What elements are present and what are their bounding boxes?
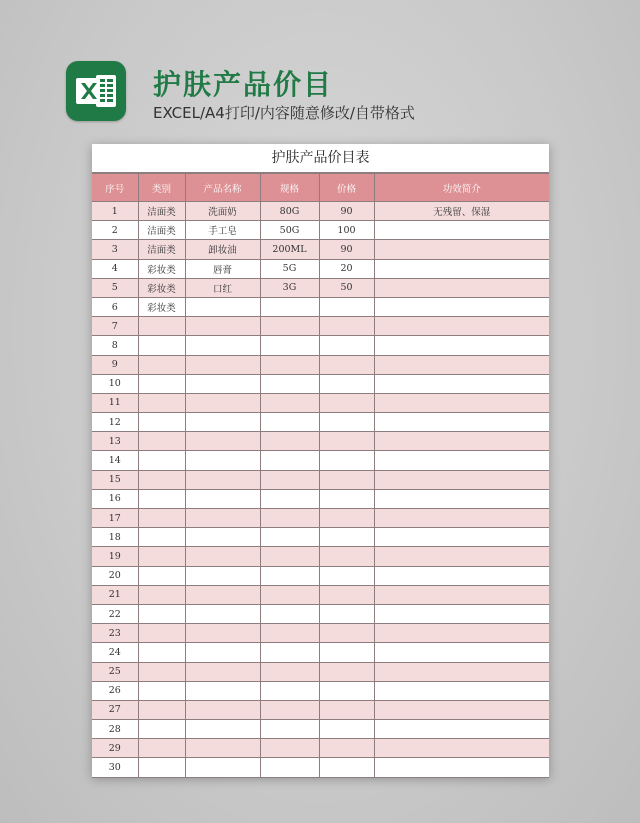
cell-product-name[interactable] [185,643,260,662]
cell-spec[interactable] [260,720,319,739]
cell-efficacy[interactable] [374,240,549,259]
cell-index[interactable]: 30 [92,758,138,777]
cell-efficacy[interactable] [374,317,549,336]
cell-spec[interactable]: 5G [260,259,319,278]
cell-spec[interactable]: 200ML [260,240,319,259]
cell-efficacy[interactable] [374,489,549,508]
cell-index[interactable]: 11 [92,393,138,412]
sheet-title: 护肤产品价目表 [92,144,549,173]
cell-efficacy[interactable] [374,374,549,393]
cell-price[interactable] [319,451,374,470]
cell-price[interactable] [319,509,374,528]
cell-spec[interactable] [260,297,319,316]
cell-product-name[interactable]: 口红 [185,278,260,297]
cell-index[interactable]: 22 [92,604,138,623]
cell-spec[interactable] [260,393,319,412]
cell-efficacy[interactable] [374,528,549,547]
cell-efficacy[interactable] [374,259,549,278]
cell-price[interactable]: 90 [319,202,374,221]
cell-efficacy[interactable] [374,470,549,489]
table-row [92,278,549,297]
table-row [92,758,549,777]
table-row [92,509,549,528]
table-row [92,470,549,489]
cell-index[interactable]: 10 [92,374,138,393]
table-row [92,202,549,221]
cell-efficacy[interactable] [374,297,549,316]
cell-product-name[interactable] [185,585,260,604]
cell-efficacy[interactable] [374,547,549,566]
cell-product-name[interactable] [185,681,260,700]
cell-product-name[interactable] [185,758,260,777]
cell-product-name[interactable] [185,297,260,316]
cell-product-name[interactable] [185,528,260,547]
cell-efficacy[interactable] [374,413,549,432]
cell-product-name[interactable] [185,374,260,393]
table-row [92,720,549,739]
cell-index[interactable]: 24 [92,643,138,662]
cell-category[interactable]: 洁面类 [138,221,185,240]
cell-index[interactable]: 13 [92,432,138,451]
cell-price[interactable] [319,547,374,566]
cell-price[interactable]: 50 [319,278,374,297]
cell-efficacy[interactable] [374,278,549,297]
cell-category[interactable] [138,432,185,451]
page-subtitle: EXCEL/A4打印/内容随意修改/自带格式 [153,104,415,122]
cell-efficacy[interactable] [374,509,549,528]
cell-product-name[interactable] [185,566,260,585]
cell-index[interactable]: 29 [92,739,138,758]
cell-spec[interactable] [260,585,319,604]
column-header-efficacy: 功效简介 [374,174,549,202]
cell-price[interactable]: 100 [319,221,374,240]
cell-efficacy[interactable] [374,336,549,355]
cell-index[interactable]: 15 [92,470,138,489]
table-row [92,221,549,240]
cell-index[interactable]: 16 [92,489,138,508]
cell-category[interactable] [138,585,185,604]
table-row [92,317,549,336]
cell-index[interactable]: 1 [92,202,138,221]
cell-price[interactable] [319,528,374,547]
cell-index[interactable]: 27 [92,700,138,719]
cell-spec[interactable] [260,758,319,777]
cell-spec[interactable] [260,470,319,489]
cell-category[interactable] [138,355,185,374]
cell-efficacy[interactable] [374,585,549,604]
cell-spec[interactable] [260,489,319,508]
cell-price[interactable] [319,643,374,662]
cell-index[interactable]: 14 [92,451,138,470]
cell-efficacy[interactable] [374,451,549,470]
cell-category[interactable] [138,470,185,489]
cell-category[interactable] [138,624,185,643]
cell-efficacy[interactable] [374,662,549,681]
table-row [92,336,549,355]
cell-category[interactable] [138,489,185,508]
cell-spec[interactable]: 3G [260,278,319,297]
cell-index[interactable]: 17 [92,509,138,528]
cell-price[interactable] [319,432,374,451]
cell-price[interactable]: 90 [319,240,374,259]
cell-efficacy[interactable] [374,393,549,412]
cell-category[interactable] [138,336,185,355]
table-row [92,451,549,470]
column-header-index: 序号 [92,174,138,202]
cell-efficacy[interactable] [374,221,549,240]
cell-spec[interactable] [260,624,319,643]
cell-category[interactable]: 彩妆类 [138,297,185,316]
column-header-spec: 规格 [260,174,319,202]
excel-icon [66,61,126,121]
cell-category[interactable] [138,739,185,758]
cell-product-name[interactable]: 唇膏 [185,259,260,278]
table-row [92,413,549,432]
cell-product-name[interactable] [185,547,260,566]
cell-category[interactable] [138,566,185,585]
table-row [92,374,549,393]
table-row [92,700,549,719]
table-row [92,528,549,547]
cell-spec[interactable] [260,413,319,432]
cell-spec[interactable] [260,643,319,662]
cell-product-name[interactable] [185,317,260,336]
cell-spec[interactable] [260,317,319,336]
cell-product-name[interactable] [185,355,260,374]
table-row [92,297,549,316]
cell-price[interactable] [319,489,374,508]
cell-category[interactable] [138,528,185,547]
cell-price[interactable] [319,758,374,777]
cell-price[interactable] [319,662,374,681]
cell-product-name[interactable] [185,470,260,489]
cell-efficacy[interactable] [374,681,549,700]
cell-spec[interactable] [260,509,319,528]
table-row [92,432,549,451]
cell-product-name[interactable] [185,509,260,528]
cell-index[interactable]: 19 [92,547,138,566]
cell-efficacy[interactable] [374,700,549,719]
cell-price[interactable] [319,700,374,719]
cell-spec[interactable]: 80G [260,202,319,221]
cell-category[interactable] [138,547,185,566]
cell-category[interactable] [138,413,185,432]
cell-spec[interactable] [260,547,319,566]
cell-spec[interactable] [260,528,319,547]
cell-spec[interactable] [260,336,319,355]
cell-efficacy[interactable] [374,624,549,643]
cell-category[interactable] [138,317,185,336]
cell-efficacy[interactable] [374,566,549,585]
column-header-price: 价格 [319,174,374,202]
cell-category[interactable] [138,509,185,528]
table-row [92,240,549,259]
cell-price[interactable] [319,624,374,643]
cell-efficacy[interactable] [374,604,549,623]
cell-category[interactable] [138,451,185,470]
table-row [92,566,549,585]
table-row [92,355,549,374]
cell-product-name[interactable]: 洗面奶 [185,202,260,221]
table-row [92,604,549,623]
cell-price[interactable]: 20 [319,259,374,278]
cell-index[interactable]: 28 [92,720,138,739]
cell-product-name[interactable]: 手工皂 [185,221,260,240]
cell-spec[interactable] [260,739,319,758]
table-row [92,393,549,412]
cell-category[interactable]: 洁面类 [138,202,185,221]
cell-product-name[interactable] [185,451,260,470]
cell-product-name[interactable] [185,624,260,643]
cell-price[interactable] [319,374,374,393]
cell-spec[interactable] [260,451,319,470]
cell-product-name[interactable]: 卸妆油 [185,240,260,259]
cell-efficacy[interactable] [374,739,549,758]
cell-index[interactable]: 7 [92,317,138,336]
page-title: 护肤产品价目 [153,68,334,101]
cell-index[interactable]: 21 [92,585,138,604]
cell-category[interactable] [138,681,185,700]
cell-category[interactable]: 洁面类 [138,240,185,259]
table-row [92,585,549,604]
cell-spec[interactable] [260,681,319,700]
cell-category[interactable] [138,720,185,739]
cell-category[interactable] [138,374,185,393]
cell-category[interactable]: 彩妆类 [138,259,185,278]
table-row [92,643,549,662]
cell-spec[interactable] [260,604,319,623]
cell-product-name[interactable] [185,739,260,758]
cell-category[interactable] [138,643,185,662]
table-row [92,662,549,681]
cell-product-name[interactable] [185,720,260,739]
cell-spec[interactable] [260,432,319,451]
cell-price[interactable] [319,317,374,336]
cell-price[interactable] [319,355,374,374]
cell-index[interactable]: 4 [92,259,138,278]
cell-index[interactable]: 3 [92,240,138,259]
cell-efficacy[interactable] [374,355,549,374]
cell-product-name[interactable] [185,604,260,623]
cell-price[interactable] [319,413,374,432]
table-row [92,624,549,643]
cell-price[interactable] [319,336,374,355]
table-row [92,739,549,758]
cell-product-name[interactable] [185,662,260,681]
price-table [92,173,549,778]
cell-efficacy[interactable] [374,758,549,777]
cell-category[interactable] [138,758,185,777]
cell-price[interactable] [319,470,374,489]
cell-index[interactable]: 20 [92,566,138,585]
table-body [92,202,549,778]
cell-spec[interactable] [260,374,319,393]
cell-efficacy[interactable]: 无残留、保湿 [374,202,549,221]
cell-spec[interactable] [260,662,319,681]
cell-category[interactable] [138,662,185,681]
column-header-category: 类别 [138,174,185,202]
cell-efficacy[interactable] [374,643,549,662]
cell-index[interactable]: 5 [92,278,138,297]
cell-category[interactable] [138,700,185,719]
cell-index[interactable]: 2 [92,221,138,240]
cell-spec[interactable]: 50G [260,221,319,240]
cell-spec[interactable] [260,566,319,585]
spreadsheet-sheet [92,144,549,777]
cell-product-name[interactable] [185,413,260,432]
cell-spec[interactable] [260,700,319,719]
cell-price[interactable] [319,720,374,739]
table-row [92,547,549,566]
cell-spec[interactable] [260,355,319,374]
cell-index[interactable]: 12 [92,413,138,432]
cell-product-name[interactable] [185,700,260,719]
cell-product-name[interactable] [185,393,260,412]
cell-index[interactable]: 26 [92,681,138,700]
table-row [92,489,549,508]
cell-category[interactable] [138,604,185,623]
table-row [92,681,549,700]
cell-category[interactable]: 彩妆类 [138,278,185,297]
cell-index[interactable]: 8 [92,336,138,355]
cell-price[interactable] [319,566,374,585]
cell-price[interactable] [319,604,374,623]
cell-index[interactable]: 9 [92,355,138,374]
cell-efficacy[interactable] [374,720,549,739]
cell-index[interactable]: 6 [92,297,138,316]
cell-index[interactable]: 23 [92,624,138,643]
table-row [92,259,549,278]
cell-index[interactable]: 18 [92,528,138,547]
cell-price[interactable] [319,297,374,316]
cell-category[interactable] [138,393,185,412]
cell-price[interactable] [319,681,374,700]
cell-price[interactable] [319,739,374,758]
cell-product-name[interactable] [185,489,260,508]
cell-price[interactable] [319,393,374,412]
cell-efficacy[interactable] [374,432,549,451]
cell-price[interactable] [319,585,374,604]
table-header-row [92,174,549,202]
cell-index[interactable]: 25 [92,662,138,681]
column-header-product-name: 产品名称 [185,174,260,202]
cell-product-name[interactable] [185,432,260,451]
cell-product-name[interactable] [185,336,260,355]
